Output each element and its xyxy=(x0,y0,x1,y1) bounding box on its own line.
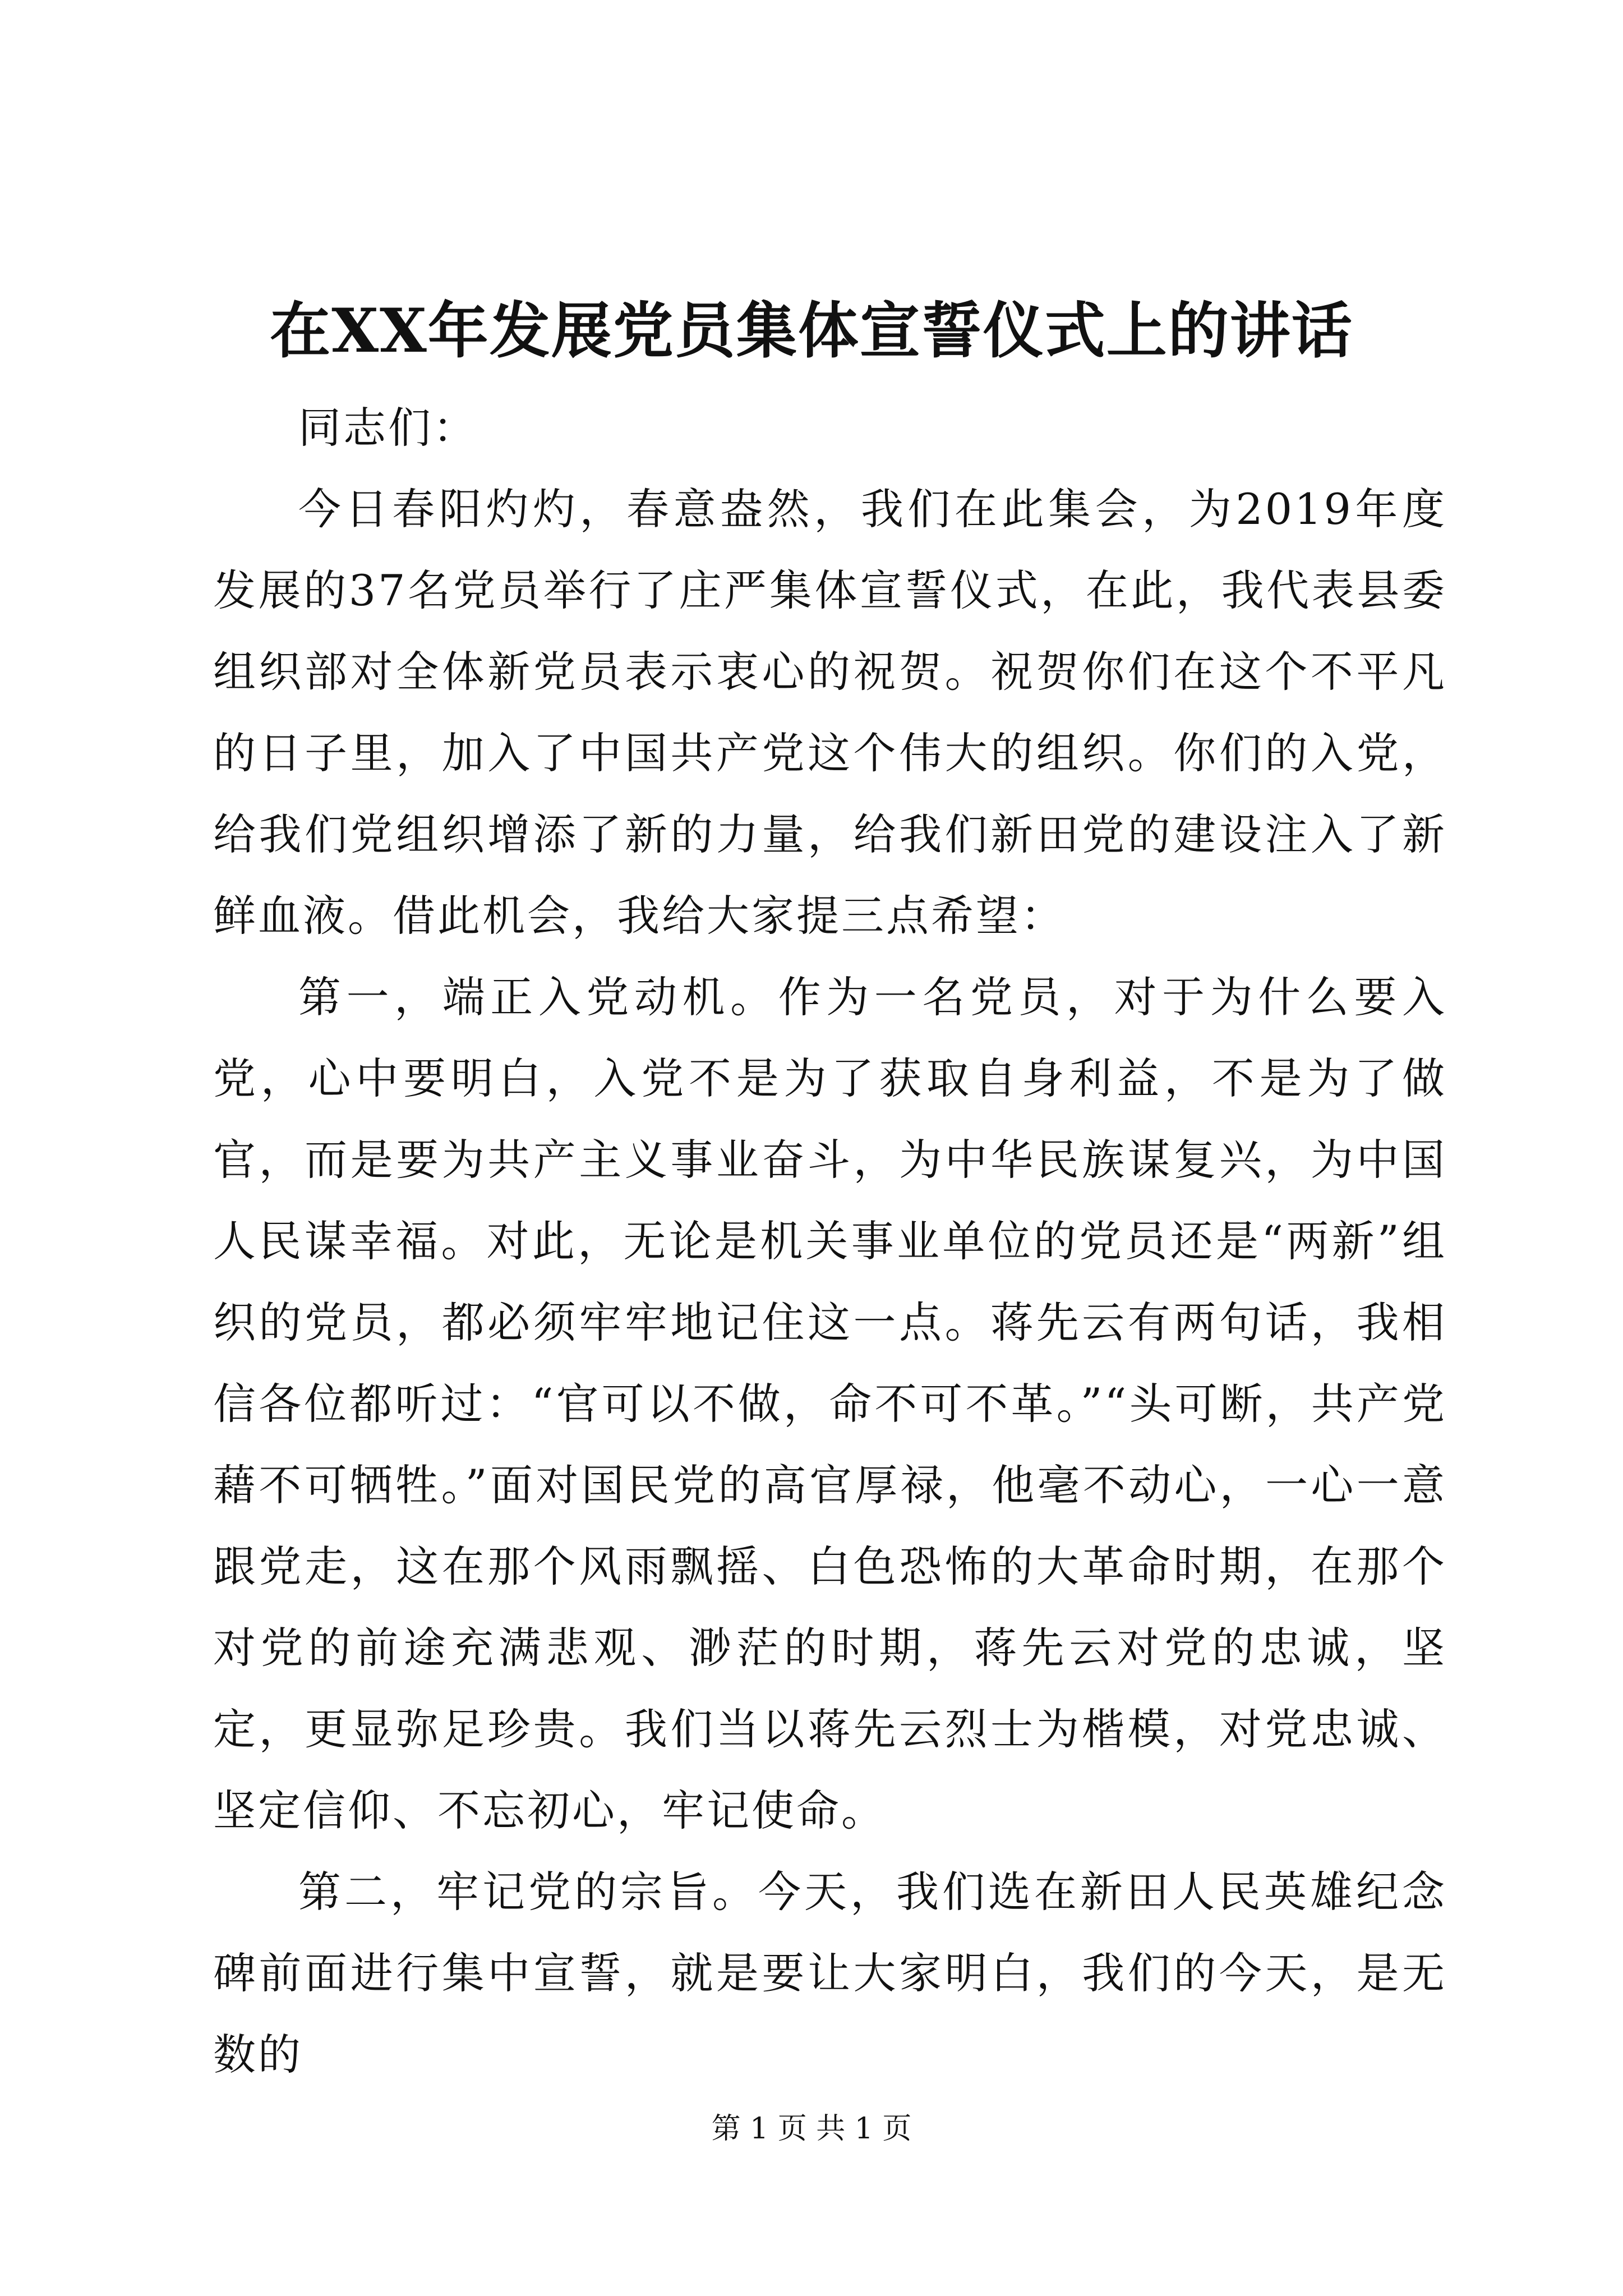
paragraph-3: 第二，牢记党的宗旨。今天，我们选在新田人民英雄纪念碑前面进行集中宣誓，就是要让大家明白，我们的今天，是无数的 xyxy=(213,1867,1447,2079)
document-body xyxy=(213,387,1447,2095)
page-footer: 第 1 页 共 1 页 xyxy=(711,2112,912,2146)
paragraph-2: 第一，端正入党动机。作为一名党员，对于为什么要入党，心中要明白，入党不是为了获取自身利益，不是为了做官，而是要为共产主义事业奋斗，为中华民族谋复兴，为中国人民谋幸福。对此，无论是机关事业单位的党员还是“两新”组织的党员，都必须牢牢地记住这一点。蒋先云有两句话，我相信各位都听过：“官可以不做，命不可不革。”“头可断，共产党藉不可牺牲。”面对国民党的高官厚禄，他毫不动心，一心一意跟党走，这在那个风雨飘摇、白色恐怖的大革命时期，在那个对党的前途充满悲观、渺茫的时期，蒋先云对党的忠诚，坚定，更显弥足珍贵。我们当以蒋先云烈士为楷模，对党忠诚、坚定信仰、不忘初心，牢记使命。 xyxy=(213,972,1447,1835)
paragraph-1: 今日春阳灼灼，春意盎然，我们在此集会，为2019年度发展的37名党员举行了庄严集体宣誓仪式，在此，我代表县委组织部对全体新党员表示衷心的祝贺。祝贺你们在这个不平凡的日子里，加入了中国共产党这个伟大的组织。你们的入党，给我们党组织增添了新的力量，给我们新田党的建设注入了新鲜血液。借此机会，我给大家提三点希望： xyxy=(213,484,1447,941)
salutation: 同志们： xyxy=(298,403,478,453)
document-title: 在XX年发展党员集体宣誓仪式上的讲话 xyxy=(270,296,1353,366)
